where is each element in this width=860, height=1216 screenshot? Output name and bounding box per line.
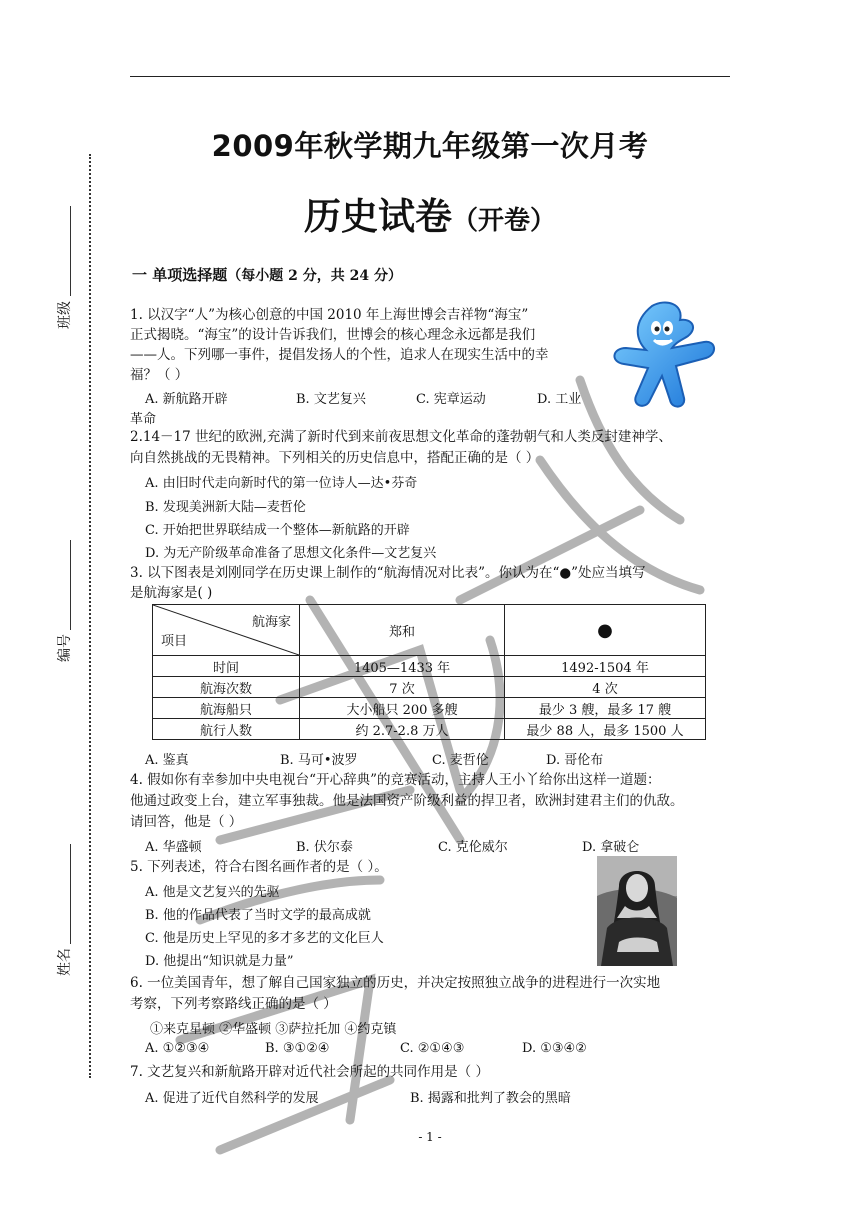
subject-title [0, 186, 860, 240]
q4-option-d: D. 拿破仑 [582, 840, 640, 855]
name-fill-line [70, 844, 71, 944]
number-label: 编号 [57, 634, 73, 662]
table-corner-cell [153, 605, 300, 656]
header-rule [130, 76, 730, 77]
q5-option-d: D. 他提出“知识就是力量” [145, 954, 294, 969]
q5-option-a: A. 他是文艺复兴的先驱 [145, 885, 280, 900]
q4-line: 他通过政变上台，建立军事独裁。他是法国资产阶级利益的捍卫者，欧洲封建君主们的仇敌。 [130, 793, 684, 809]
corner-top-label: 航海家 [251, 615, 291, 630]
table-col-header: ● [505, 605, 706, 656]
q4-option-a: A. 华盛顿 [145, 840, 202, 855]
q4-line: 4. 假如你有幸参加中央电视台“开心辞典”的竞赛活动，主持人王小丫给你出这样一道题： [130, 772, 661, 788]
q4-line: 请回答，他是（ ） [130, 814, 243, 830]
q6-line: 6. 一位美国青年，想了解自己国家独立的历史，并决定按照独立战争的进程进行一次实地 [130, 975, 661, 991]
table-cell: 航行人数 [153, 719, 300, 740]
table-cell: 约 2.7-2.8 万人 [300, 719, 505, 740]
q1-line: 1. 以汉字“人”为核心创意的中国 2010 年上海世博会吉祥物“海宝” [130, 307, 529, 323]
q3-line: 是航海家是( ) [130, 585, 213, 601]
page-number: - 1 - [418, 1130, 442, 1144]
table-cell: 1405—1433 年 [300, 656, 505, 677]
q6-option-b: B. ③①②④ [265, 1041, 330, 1056]
exam-title: 2009年秋学期九年级第一次月考 [211, 129, 649, 163]
q6-line: 考察，下列考察路线正确的是（ ） [130, 996, 337, 1012]
name-label: 姓名 [57, 948, 73, 976]
q7-option-a: A. 促进了近代自然科学的发展 [145, 1091, 319, 1106]
table-cell: 大小船只 200 多艘 [300, 698, 505, 719]
q6-option-c: C. ②①④③ [400, 1041, 465, 1056]
q3-option-a: A. 鉴真 [145, 753, 189, 768]
q2-option-a: A. 由旧时代走向新时代的第一位诗人—达•芬奇 [145, 476, 418, 491]
binding-dotted-line [89, 154, 91, 1078]
q1-option-b: B. 文艺复兴 [296, 392, 366, 407]
q1-option-c: C. 宪章运动 [416, 392, 486, 407]
table-row [153, 677, 706, 698]
table-header-row [153, 605, 706, 656]
section-points: （每小题 2 分，共 24 分） [227, 268, 402, 284]
class-fill-line [70, 206, 71, 296]
table-cell: 4 次 [505, 677, 706, 698]
class-label: 班级 [57, 301, 73, 329]
table-cell: 7 次 [300, 677, 505, 698]
q1-line: 正式揭晓。“海宝”的设计告诉我们，世博会的核心理念永远都是我们 [130, 327, 536, 343]
mona-lisa-painting-image [597, 856, 677, 966]
table-cell: 航海船只 [153, 698, 300, 719]
q5-option-b: B. 他的作品代表了当时文学的最高成就 [145, 908, 371, 923]
q7-line: 7. 文艺复兴和新航路开辟对近代社会所起的共同作用是（ ） [130, 1064, 489, 1080]
q5-line: 5. 下列表述，符合右图名画作者的是（ ）。 [130, 859, 388, 875]
q1-option-d: D. 工业 [537, 392, 582, 407]
q1-line: 福？（ ） [130, 367, 189, 383]
table-row [153, 656, 706, 677]
q2-line: 2.14－17 世纪的欧洲,充满了新时代到来前夜思想文化革命的蓬勃朝气和人类反封建神学、 [130, 429, 672, 445]
table-col-header: 郑和 [300, 605, 505, 656]
subject-title-main: 历史试卷 [303, 195, 452, 238]
q3-option-b: B. 马可•波罗 [280, 753, 358, 768]
table-row [153, 719, 706, 740]
q3-option-c: C. 麦哲伦 [432, 753, 489, 768]
section-heading [132, 264, 402, 285]
q7-option-b: B. 揭露和批判了教会的黑暗 [410, 1091, 571, 1106]
q6-option-a: A. ①②③④ [145, 1041, 210, 1056]
q2-option-b: B. 发现美洲新大陆—麦哲伦 [145, 500, 306, 515]
table-cell: 时间 [153, 656, 300, 677]
q6-option-d: D. ①③④② [522, 1041, 587, 1056]
q3-option-d: D. 哥伦布 [546, 753, 604, 768]
table-row [153, 698, 706, 719]
q4-option-c: C. 克伦威尔 [438, 840, 508, 855]
q2-line: 向自然挑战的无畏精神。下列相关的历史信息中，搭配正确的是（ ） [130, 450, 540, 466]
number-fill-line [70, 540, 71, 630]
q1-line: ——人。下列哪一事件，提倡发扬人的个性，追求人在现实生活中的幸 [130, 347, 549, 363]
q5-option-c: C. 他是历史上罕见的多才多艺的文化巨人 [145, 931, 384, 946]
q1-option-a: A. 新航路开辟 [145, 392, 228, 407]
q1-option-d-tail: 革命 [130, 412, 157, 427]
section-title: 一 单项选择题 [132, 266, 228, 284]
haibao-mascot-image [606, 298, 718, 412]
table-cell: 航海次数 [153, 677, 300, 698]
subject-title-suffix: （开卷） [451, 206, 556, 236]
q3-line: 3. 以下图表是刘刚同学在历史课上制作的“航海情况对比表”。你认为在“●”处应当填写 [130, 565, 646, 581]
q4-option-b: B. 伏尔泰 [296, 840, 353, 855]
table-cell: 最少 88 人，最多 1500 人 [505, 719, 706, 740]
q2-option-d: D. 为无产阶级革命准备了思想文化条件—文艺复兴 [145, 546, 437, 561]
voyage-comparison-table [152, 604, 706, 740]
table-cell: 1492-1504 年 [505, 656, 706, 677]
corner-bottom-label: 项目 [161, 634, 188, 649]
table-cell: 最少 3 艘，最多 17 艘 [505, 698, 706, 719]
q2-option-c: C. 开始把世界联结成一个整体—新航路的开辟 [145, 523, 410, 538]
q6-places: ①来克星顿 ②华盛顿 ③萨拉托加 ④约克镇 [150, 1022, 397, 1037]
